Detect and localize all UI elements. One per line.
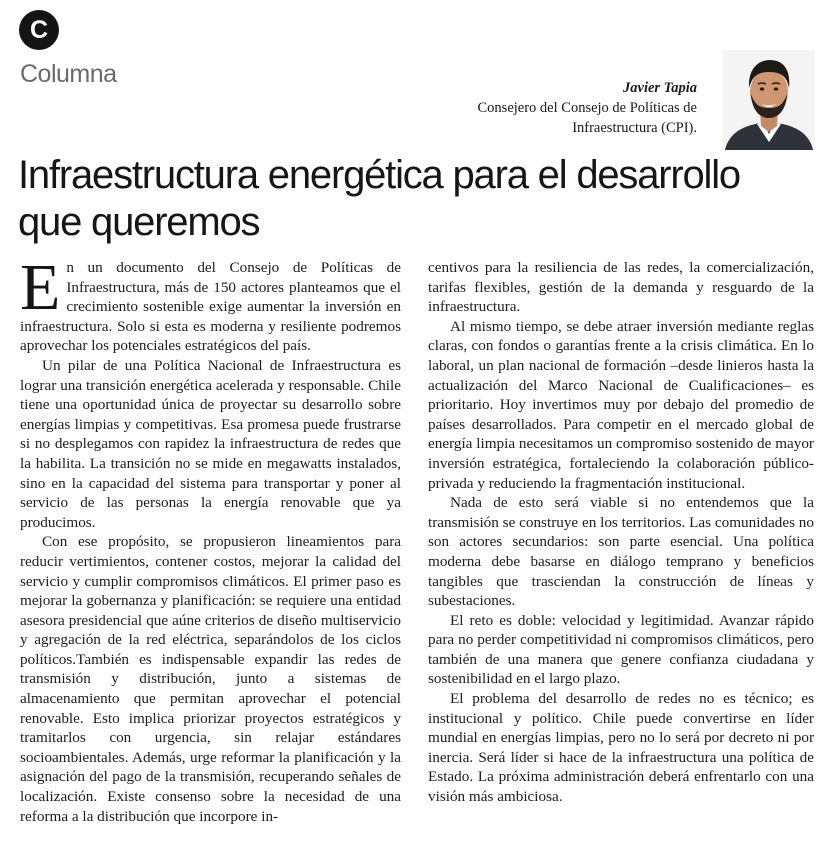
section-logo: C <box>19 10 59 50</box>
article-paragraph: Nada de esto será viable si no entendemos que la transmisión se construye en los territorios. Las comunidades no son actores secundarios: son parte esencial. Una política moderna debe basarse en diálogo temprano y beneficios tangibles que trasciendan la construcción de líneas y subestaciones. <box>428 494 814 610</box>
article-paragraph <box>20 251 401 356</box>
author-photo <box>723 50 815 150</box>
article-paragraph: El problema del desarrollo de redes no es técnico; es institucional y político. Chile puede convertirse en líder mundial en energías limpias, pero no lo será por decreto ni por inercia. Será líder si hace de la infraestructura una política de Estado. La próxima administración deberá enfrentarlo con una visión más ambiciosa. <box>428 690 814 806</box>
drop-cap: E <box>20 251 61 324</box>
paragraph-text: n un documento del Consejo de Políticas de Infraestructura, más de 150 actores planteamos que el crecimiento sostenible exige aumentar la inversión en infraestructura. Solo si esta es moderna y resiliente podremos aprovechar los potenciales estratégicos del país. <box>20 259 401 355</box>
article-paragraph: Al mismo tiempo, se debe atraer inversión mediante reglas claras, con fondos o garantías frente a la crisis climática. En lo laboral, un plan nacional de formación –desde linieros hasta la actualización del Marco Nacional de Cualificaciones– es prioritario. Hoy invertimos muy por debajo del promedio de países desarrollados. Para competir en el mercado global de energía limpia necesitamos un compromiso sostenido de mayor inversión estratégica, fortaleciendo la colaboración público-privada y reduciendo la fragmentación institucional. <box>428 317 814 492</box>
author-name: Javier Tapia <box>623 80 697 96</box>
headline: Infraestructura energética para el desarrollo que queremos <box>18 153 740 244</box>
article-paragraph: El reto es doble: velocidad y legitimidad. Avanzar rápido para no perder competitividad ni compromisos climáticos, pero también de una manera que genere confianza ciudadana y sostenibilidad en el largo plazo. <box>428 611 814 688</box>
article-paragraph: Con ese propósito, se propusieron lineamientos para reducir vertimientos, contener costos, mejorar la calidad del servicio y cumplir compromisos climáticos. El primer paso es mejorar la gobernanza y planificación: se requiere una entidad asesora presidencial que aúne criterios de diseño multiservicio y agregación de la red eléctrica, separándolos de los ciclos políticos.También es indispensable expandir las redes de transmisión y distribución, junto a sistemas de almacenamiento que permitan aprovechar el potencial renovable. Esto implica priorizar proyectos estratégicos y tramitarlos con urgencia, sin relajar estándares socioambientales. Además, urge reformar la planificación y la asignación del pago de la transmisión, recuperando señales de localización. Existe consenso sobre la necesidad de una reforma a la distribución que incorpore in- <box>20 533 401 825</box>
article-column-left <box>20 251 401 826</box>
author-role: Consejero del Consejo de Políticas de Infraestructura (CPI). <box>477 100 697 136</box>
article-column-right <box>428 258 814 807</box>
author-byline <box>447 78 697 138</box>
article-paragraph: centivos para la resiliencia de las redes, la comercialización, tarifas flexibles, gestión de la demanda y resguardo de la infraestructura. <box>428 259 814 316</box>
article-paragraph: Un pilar de una Política Nacional de Infraestructura es lograr una transición energética acelerada y responsable. Chile tiene una oportunidad única de proyectar su desarrollo sobre energías limpias y competitivas. Esa promesa puede frustrarse si no desplegamos con rapidez la infraestructura de redes que la habilita. La transición no se mide en megawatts instalados, sino en la capacidad del sistema para transportar y poner al servicio de las personas la energía renovable que ya producimos. <box>20 356 401 531</box>
section-label: Columna <box>20 60 117 88</box>
